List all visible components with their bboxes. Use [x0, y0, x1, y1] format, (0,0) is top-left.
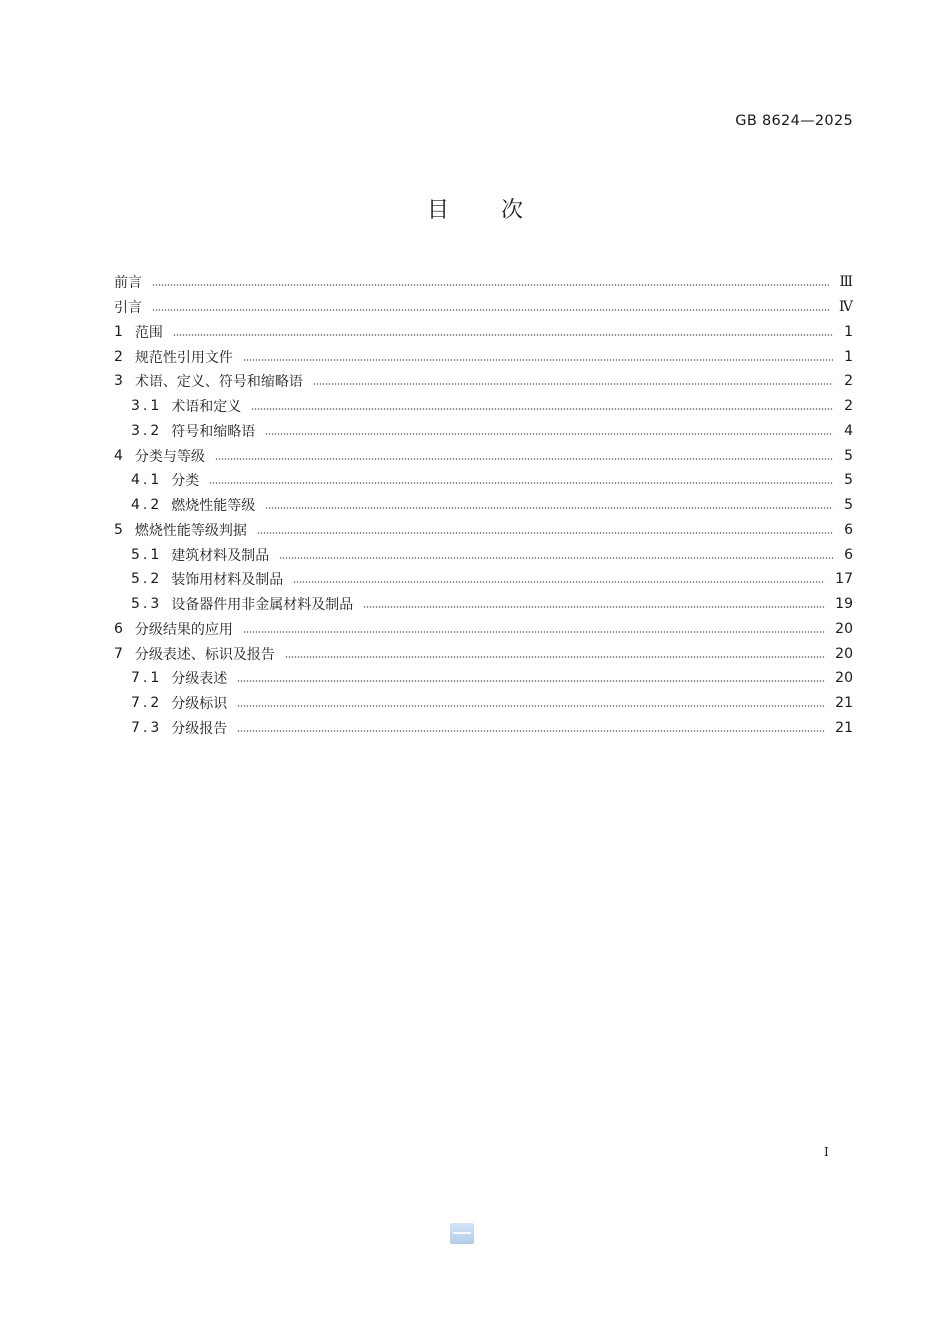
- toc-entry-title: 分级表述: [171, 671, 228, 688]
- standard-number: GB 8624—2025: [735, 113, 853, 129]
- dot-leader: [257, 532, 833, 534]
- dot-leader: [152, 284, 829, 286]
- page-number: Ⅰ: [824, 1145, 829, 1159]
- toc-entry-page: 1: [844, 323, 853, 340]
- toc-entry-number: 7.3: [131, 719, 163, 736]
- toc-entry-number: 3: [114, 373, 123, 390]
- toc-entry-page: 21: [835, 695, 853, 712]
- dot-leader: [237, 730, 825, 732]
- toc-entry[interactable]: [114, 592, 853, 617]
- toc-entry[interactable]: [114, 691, 853, 716]
- dot-leader: [209, 482, 833, 484]
- toc-entry-number: 6: [114, 620, 123, 637]
- toc-entry-page: 5: [844, 447, 853, 464]
- toc-entry-number: 4.2: [131, 497, 163, 514]
- toc-entry[interactable]: [114, 716, 853, 741]
- toc-entry[interactable]: [114, 617, 853, 642]
- toc-entry-number: 7.2: [131, 695, 163, 712]
- dot-leader: [152, 309, 829, 311]
- toc-entry-page: Ⅲ: [839, 274, 853, 291]
- toc-entry-page: 6: [844, 521, 853, 538]
- toc-entry-number: 2: [114, 348, 123, 365]
- toc-entry-title: 分级标识: [171, 696, 228, 713]
- toc-entry[interactable]: [114, 542, 853, 567]
- toc-entry[interactable]: [114, 394, 853, 419]
- dot-leader: [173, 334, 833, 336]
- toc-entry-title: 建筑材料及制品: [171, 547, 270, 564]
- toc-entry-title: 范围: [134, 324, 163, 341]
- toc-entry-title: 分级结果的应用: [134, 621, 233, 638]
- toc-entry-page: 20: [835, 620, 853, 637]
- toc-entry[interactable]: [114, 369, 853, 394]
- toc-entry[interactable]: [114, 443, 853, 468]
- toc-entry-number: 5: [114, 521, 123, 538]
- toc-entry-number: 5.1: [131, 546, 163, 563]
- page-title: 目次: [426, 198, 575, 223]
- toc-entry-title: 规范性引用文件: [134, 349, 233, 366]
- toc-entry-title: 分级表述、标识及报告: [134, 646, 275, 663]
- toc-entry[interactable]: [114, 493, 853, 518]
- toc-entry-number: 4: [114, 447, 123, 464]
- toc-entry-title: 符号和缩略语: [171, 423, 256, 440]
- toc-entry-title: 术语和定义: [171, 399, 242, 416]
- toc-entry[interactable]: [114, 295, 853, 320]
- dot-leader: [251, 408, 833, 410]
- toc-entry-page: 1: [844, 348, 853, 365]
- toc-entry-page: 4: [844, 422, 853, 439]
- watermark-logo-icon: [450, 1223, 474, 1244]
- dot-leader: [313, 383, 833, 385]
- dot-leader: [265, 433, 833, 435]
- toc-entry-page: 20: [835, 670, 853, 687]
- toc-entry-title: 分类: [171, 473, 200, 490]
- toc-entry-title: 燃烧性能等级: [171, 498, 256, 515]
- toc-entry-page: 17: [835, 571, 853, 588]
- toc-entry[interactable]: [114, 641, 853, 666]
- dot-leader: [243, 359, 833, 361]
- toc-entry[interactable]: [114, 518, 853, 543]
- toc-entry-number: 7: [114, 645, 123, 662]
- toc-entry-page: 6: [844, 546, 853, 563]
- toc-entry-number: 1: [114, 323, 123, 340]
- toc-entry-title: 设备器件用非金属材料及制品: [171, 597, 354, 614]
- toc-entry[interactable]: [114, 468, 853, 493]
- toc-entry-number: 3.2: [131, 422, 163, 439]
- dot-leader: [237, 705, 825, 707]
- dot-leader: [243, 631, 825, 633]
- toc-entry-page: 5: [844, 472, 853, 489]
- toc-entry-page: Ⅳ: [839, 299, 853, 316]
- dot-leader: [215, 458, 833, 460]
- dot-leader: [293, 581, 825, 583]
- toc-entry-page: 5: [844, 497, 853, 514]
- toc-entry-title: 前言: [114, 275, 142, 292]
- toc-entry-title: 装饰用材料及制品: [171, 572, 284, 589]
- dot-leader: [363, 606, 825, 608]
- toc-entry[interactable]: [114, 567, 853, 592]
- toc-entry-title: 燃烧性能等级判据: [134, 522, 247, 539]
- toc-entry[interactable]: [114, 344, 853, 369]
- toc-entry-title: 分类与等级: [134, 448, 205, 465]
- toc-entry-number: 7.1: [131, 670, 163, 687]
- toc-entry[interactable]: [114, 419, 853, 444]
- toc-entry-page: 2: [844, 373, 853, 390]
- table-of-contents: [114, 270, 853, 740]
- dot-leader: [265, 507, 833, 509]
- toc-entry-title: 引言: [114, 300, 142, 317]
- toc-entry-number: 3.1: [131, 398, 163, 415]
- toc-entry-number: 5.3: [131, 596, 163, 613]
- toc-entry[interactable]: [114, 666, 853, 691]
- toc-entry-title: 分级报告: [171, 720, 228, 737]
- toc-entry-page: 2: [844, 398, 853, 415]
- toc-entry-page: 19: [835, 596, 853, 613]
- toc-entry[interactable]: [114, 320, 853, 345]
- dot-leader: [279, 557, 833, 559]
- toc-entry-title: 术语、定义、符号和缩略语: [134, 374, 303, 391]
- dot-leader: [285, 656, 825, 658]
- toc-entry-page: 21: [835, 719, 853, 736]
- toc-entry-number: 5.2: [131, 571, 163, 588]
- toc-entry[interactable]: [114, 270, 853, 295]
- toc-entry-number: 4.1: [131, 472, 163, 489]
- dot-leader: [237, 680, 825, 682]
- toc-entry-page: 20: [835, 645, 853, 662]
